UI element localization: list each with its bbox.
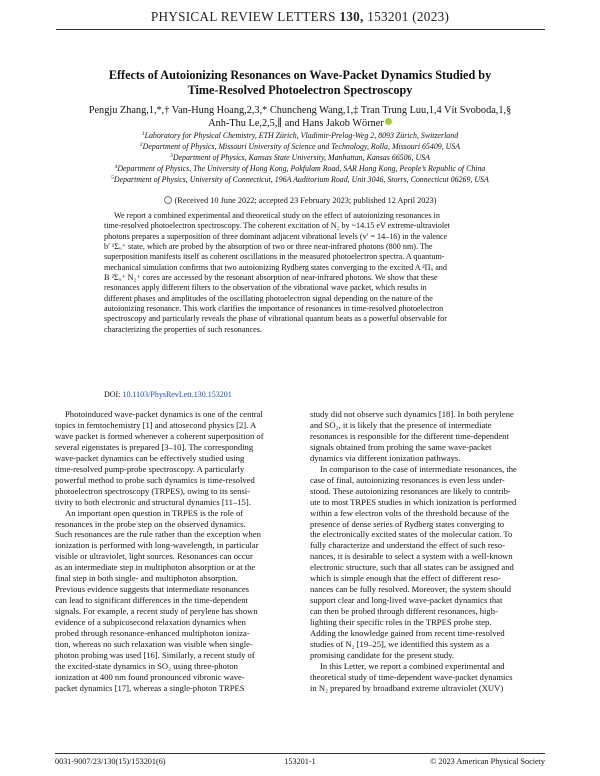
body-text-line: wave packet is formed whenever a coherent superposition of (55, 430, 264, 441)
affiliation: $^1$Laboratory for Physical Chemistry, ETH Zürich, Vladimir-Prelog-Weg 2, 8093 Zürich, Switzerland (141, 131, 459, 140)
body-text-line: evidence of a subpicosecond relaxation dynamics when (55, 617, 246, 628)
body-text-line: the excited-state dynamics in SO₂ using three-photon (55, 660, 238, 671)
abstract-line: spectroscopy and particularly reveals the phase of vibrational quantum beats as a powerful observable for (104, 314, 447, 324)
body-text-line: signals obtained from probing the same wave-packet (310, 441, 492, 452)
page-number: 153201-1 (284, 757, 316, 766)
abstract-line: resonances apply different filters to the observation of the vibrational wave packet, which results in (104, 283, 427, 293)
affiliations (40, 130, 560, 185)
body-text-line: tivity to both electronic and structural dynamics [11–15]. (55, 496, 251, 507)
body-text-line: study did not observe such dynamics [18]. In both perylene (310, 409, 514, 419)
received-text: (Received 10 June 2022; accepted 23 February 2023; published 12 April 2023) (174, 196, 437, 205)
body-text-line: time-resolved pump-probe spectroscopy. A particularly (55, 463, 245, 474)
body-text-line: tion, whereas no such relaxation was visible when single- (55, 639, 253, 650)
body-text-line: Such resonances are the rule rather than the exception when (55, 529, 261, 540)
body-text-line: can then be probed through different resonances, high- (310, 606, 498, 617)
check-updates-icon[interactable] (164, 196, 172, 204)
body-text-line: and SO₂, it is likely that the presence of intermediate (310, 419, 492, 430)
body-text-line: studies of N₂ [19–25], we identified this system as a (310, 639, 490, 650)
body-text-line: Adding the knowledge gained from recent time-resolved (310, 628, 505, 639)
abstract-line: B ²Σᵤ⁺ N₂⁺ cores are accessed by the resonant absorption of near-infrared photons. We show that these (104, 273, 438, 283)
body-text-line: several eigenstates is prepared [3–10]. The corresponding (55, 441, 254, 452)
body-text-line: lighting their specific roles in the TRPES probe step. (310, 617, 492, 628)
body-column-left (55, 409, 290, 694)
author-list (58, 104, 542, 130)
body-text-line: In comparison to the case of intermediate resonances, the (320, 463, 517, 474)
body-text-line: final step in both single- and multiphoton absorption. (55, 573, 238, 584)
body-text-line: which is simple enough that the effect of different reso- (310, 573, 501, 584)
body-text-line: within a few electron volts of the threshold because of the (310, 507, 510, 518)
author-line: Pengju Zhang,1,*,† Van-Hung Hoang,2,3,* Chuncheng Wang,1,‡ Tran Trung Luu,1,4 Vít Svoboda,1,§ (88, 105, 512, 116)
body-text-line: theoretical study of time-dependent wave-packet dynamics (310, 671, 513, 682)
abstract-line: different phases and amplitudes of the oscillating photoelectron signal depending on the nature of the (104, 293, 433, 303)
abstract-line: superposition manifests itself as coherent oscillations in the measured photoelectron spectra. A quantum- (104, 252, 445, 262)
body-text-line: photoelectron spectroscopy (TRPES), owing to its sensi- (55, 485, 251, 496)
journal-volume: 130, (339, 9, 364, 24)
journal-article: 153201 (2023) (367, 9, 450, 24)
abstract (104, 211, 496, 335)
body-text-line: photon probing was used [16]. Similarly, a recent study of (55, 649, 255, 660)
body-text-line: Previous evidence suggests that intermediate resonances (55, 584, 250, 595)
body-text-line: visible or ultraviolet, light sources. Resonances can occur (55, 551, 253, 562)
body-text-line: nances can be fully resolved. Moreover, the system should (310, 584, 512, 595)
body-column-right (310, 409, 545, 694)
abstract-line: b′ ¹Σᵤ⁺ state, which are probed by the absorption of two or three near-infrared photons (800 nm). The (104, 242, 433, 252)
body-text-line: resonances is responsible for the different time-dependent (310, 430, 509, 441)
abstract-line: time-resolved photoelectron spectroscopy. The coherent excitation of N₂ by ~14.15 eV extreme-ultraviolet (104, 221, 450, 231)
body-text-line: can lead to significant differences in the time-dependent (55, 595, 248, 606)
body-text-line: dynamics via different ionization pathways. (310, 452, 461, 463)
paper-title (60, 68, 540, 98)
doi-label: DOI: (104, 390, 121, 399)
body-text-line: nances, it is desirable to select a system with a well-known (310, 551, 513, 562)
body-text-line: as an intermediate step in multiphoton absorption or at the (55, 562, 256, 573)
affiliation: $^3$Department of Physics, Kansas State University, Manhattan, Kansas 66506, USA (170, 152, 430, 162)
journal-name: PHYSICAL REVIEW LETTERS (150, 9, 336, 24)
affiliation: $^4$Department of Physics, The University of Hong Kong, Pokfulam Road, SAR Hong Kong, People’s Republic of China (114, 163, 486, 173)
affiliation: $^2$Department of Physics, Missouri University of Science and Technology, Rolla, Missouri 65409, USA (139, 141, 461, 151)
body-text-line: presence of dense series of Rydberg states converging to (310, 518, 505, 529)
body-text-line: Photoinduced wave-packet dynamics is one of the central (65, 409, 263, 419)
body-text-line: topics in femtochemistry [1] and attosecond physics [2]. A (55, 419, 257, 430)
title-line: Effects of Autoionizing Resonances on Wave-Packet Dynamics Studied by (108, 68, 492, 82)
body-text-line: signals. For example, a recent study of perylene has shown (55, 606, 258, 617)
body-text-line: in N₂ prepared by broadband extreme ultraviolet (XUV) (310, 682, 504, 693)
copyright: © 2023 American Physical Society (430, 757, 545, 766)
footer-code: 0031-9007/23/130(15)/153201(6) (55, 757, 166, 766)
journal-header (0, 9, 600, 25)
body-text-line: ionization is performed with long-wavelength, in particular (55, 540, 259, 551)
body-text-line: An important open question in TRPES is the role of (65, 507, 244, 518)
author-line-text: Anh-Thu Le,2,5,∥ and Hans Jakob Wörner (208, 118, 384, 129)
footer-rule (55, 753, 545, 754)
body-text-line: packet dynamics [17], whereas a single-photon TRPES (55, 682, 245, 693)
body-text-line: ute to most TRPES studies in which ionization is performed (310, 496, 517, 507)
body-text-line: stood. These autoionizing resonances are likely to contrib- (310, 485, 511, 496)
author-line (58, 117, 542, 130)
doi (104, 390, 232, 399)
body-text-line: case of final, autoionizing resonances is even less under- (310, 474, 505, 485)
abstract-line: photons prepares a superposition of three dominant adjacent vibrational levels (v′ = 14–16) in the valence (104, 231, 448, 241)
body-text-line: resonances in the probe step on the observed dynamics. (55, 518, 246, 529)
body-text-line: In this Letter, we report a combined experimental and (320, 660, 505, 671)
received-dates (0, 196, 600, 205)
abstract-line: characterizing the properties of such resonances. (104, 324, 262, 334)
title-line: Time-Resolved Photoelectron Spectroscopy (187, 83, 413, 97)
abstract-line: autoionizing resonance. This work clarifies the importance of resonances in time-resolved photoelectron (104, 304, 444, 314)
body-text-line: ionization at 400 nm found pronounced vibronic wave- (55, 671, 245, 682)
orcid-icon[interactable] (385, 118, 392, 125)
body-text-line: support clear and long-lived wave-packet dynamics that (310, 595, 503, 606)
body-text-line: wave-packet dynamics can be effectively studied using (55, 452, 245, 463)
body-text-line: electronic structure, such that all states can be assigned and (310, 562, 514, 573)
doi-link[interactable]: 10.1103/PhysRevLett.130.153201 (122, 390, 232, 399)
body-text-line: powerful method to probe such dynamics is time-resolved (55, 474, 255, 485)
abstract-line: We report a combined experimental and theoretical study on the effect of autoionizing resonances in (114, 211, 440, 220)
body-text-line: probed through resonance-enhanced multiphoton ioniza- (55, 628, 250, 639)
body-text-line: fully characterize and understand the effect of such reso- (310, 540, 506, 551)
body-text-line: promising candidate for the present study. (310, 649, 455, 660)
header-rule (56, 29, 545, 30)
abstract-line: mechanical simulation confirms that two autoionizing Rydberg states converging to the excited A ²Πᵤ and (104, 262, 447, 272)
affiliation: $^5$Department of Physics, University of Connecticut, 196A Auditorium Road, Unit 3046, Storrs, Connecticut 06269, USA (111, 174, 489, 184)
body-text-line: the electronically excited states of the molecular cation. To (310, 529, 513, 540)
